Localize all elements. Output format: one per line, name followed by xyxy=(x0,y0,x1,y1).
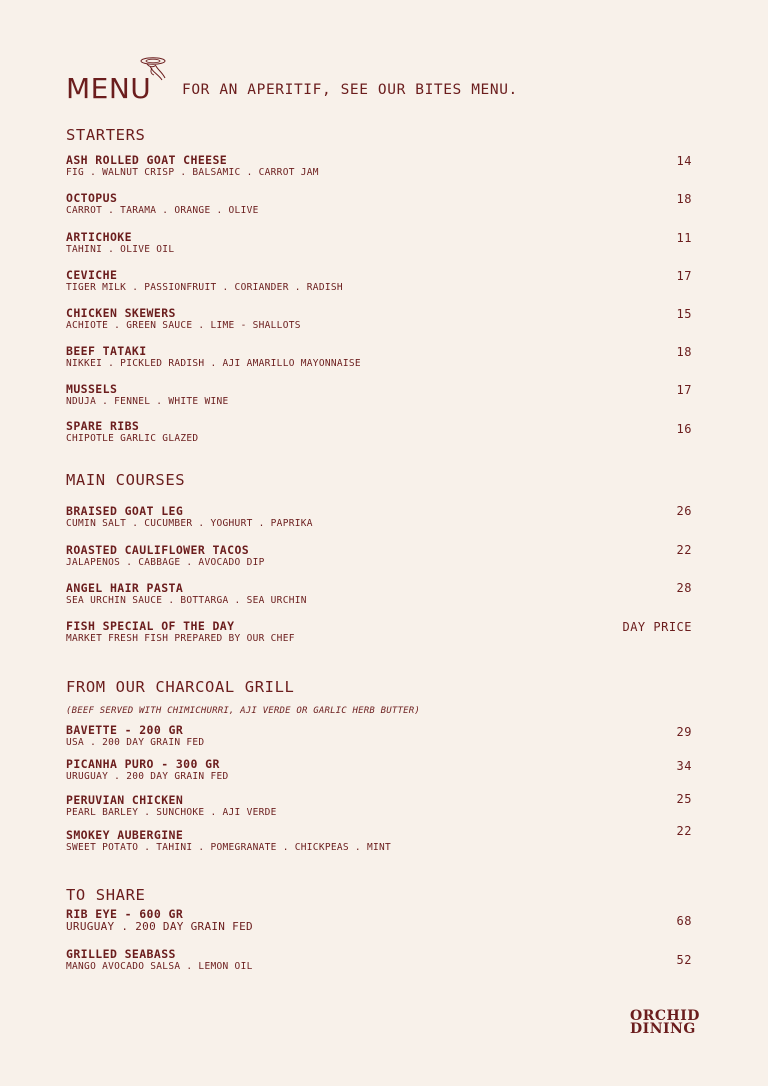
item-name: ROASTED CAULIFLOWER TACOS xyxy=(66,543,250,557)
item-price: 14 xyxy=(676,154,692,168)
section-title: STARTERS xyxy=(66,126,146,144)
item-name: OCTOPUS xyxy=(66,191,118,205)
item-name: MUSSELS xyxy=(66,382,118,396)
item-description: USA . 200 DAY GRAIN FED xyxy=(66,737,205,748)
item-price: 22 xyxy=(676,824,692,838)
item-description: TIGER MILK . PASSIONFRUIT . CORIANDER . RADISH xyxy=(66,282,343,293)
item-description: MANGO AVOCADO SALSA . LEMON OIL xyxy=(66,961,253,972)
item-description: CUMIN SALT . CUCUMBER . YOGHURT . PAPRIKA xyxy=(66,518,313,529)
section-charcoal-grill xyxy=(66,678,692,853)
item-price: 29 xyxy=(676,725,692,739)
item-price: 25 xyxy=(676,792,692,806)
item-description: TAHINI . OLIVE OIL xyxy=(66,244,175,255)
item-price: 22 xyxy=(676,543,692,557)
item-price: 26 xyxy=(676,504,692,518)
item-description: NIKKEI . PICKLED RADISH . AJI AMARILLO MAYONNAISE xyxy=(66,358,361,369)
item-description: NDUJA . FENNEL . WHITE WINE xyxy=(66,396,229,407)
menu-item xyxy=(66,794,692,819)
menu-item xyxy=(66,824,692,854)
orchid-hand-icon xyxy=(138,56,170,84)
brand-line: ORCHID xyxy=(630,1008,700,1024)
item-name: SPARE RIBS xyxy=(66,419,140,433)
menu-item xyxy=(66,231,692,256)
menu-header xyxy=(66,58,706,108)
menu-item xyxy=(66,620,692,645)
item-price: 34 xyxy=(676,759,692,773)
item-price: 28 xyxy=(676,581,692,595)
item-price: 15 xyxy=(676,307,692,321)
item-name: BAVETTE - 200 GR xyxy=(66,723,184,737)
section-title: MAIN COURSES xyxy=(66,471,186,489)
section-title: TO SHARE xyxy=(66,886,146,904)
menu-item xyxy=(66,908,692,933)
item-description: CHIPOTLE GARLIC GLAZED xyxy=(66,433,199,444)
item-name: ARTICHOKE xyxy=(66,230,132,244)
menu-item xyxy=(66,758,692,783)
menu-item xyxy=(66,505,692,530)
item-name: CEVICHE xyxy=(66,268,118,282)
menu-item xyxy=(66,948,692,973)
menu-item xyxy=(66,307,692,332)
menu-item xyxy=(66,345,692,370)
item-price: DAY PRICE xyxy=(622,620,692,634)
section-note: (BEEF SERVED WITH CHIMICHURRI, AJI VERDE OR GARLIC HERB BUTTER) xyxy=(66,706,420,716)
item-price: 68 xyxy=(676,914,692,928)
item-name: ASH ROLLED GOAT CHEESE xyxy=(66,153,228,167)
page-title: MENU xyxy=(66,72,152,105)
section-to-share xyxy=(66,886,692,972)
item-description: JALAPENOS . CABBAGE . AVOCADO DIP xyxy=(66,557,265,568)
menu-item xyxy=(66,383,692,408)
item-description: FIG . WALNUT CRISP . BALSAMIC . CARROT JAM xyxy=(66,167,319,178)
item-price: 52 xyxy=(676,953,692,967)
item-description: SEA URCHIN SAUCE . BOTTARGA . SEA URCHIN xyxy=(66,595,307,606)
brand-line: DINING xyxy=(630,1021,696,1037)
item-name: BEEF TATAKI xyxy=(66,344,147,358)
item-name: BRAISED GOAT LEG xyxy=(66,504,184,518)
item-description: PEARL BARLEY . SUNCHOKE . AJI VERDE xyxy=(66,807,277,818)
item-description: URUGUAY . 200 DAY GRAIN FED xyxy=(66,920,253,933)
item-name: ANGEL HAIR PASTA xyxy=(66,581,184,595)
item-name: RIB EYE - 600 GR xyxy=(66,907,184,921)
item-description: MARKET FRESH FISH PREPARED BY OUR CHEF xyxy=(66,633,295,644)
item-description: SWEET POTATO . TAHINI . POMEGRANATE . CHICKPEAS . MINT xyxy=(66,842,392,853)
item-description: ACHIOTE . GREEN SAUCE . LIME - SHALLOTS xyxy=(66,320,301,331)
menu-item xyxy=(66,192,692,217)
item-description: URUGUAY . 200 DAY GRAIN FED xyxy=(66,771,229,782)
section-main-courses xyxy=(66,471,692,644)
item-name: GRILLED SEABASS xyxy=(66,947,176,961)
item-price: 17 xyxy=(676,269,692,283)
item-name: PERUVIAN CHICKEN xyxy=(66,793,184,807)
menu-item xyxy=(66,420,692,445)
brand-logo xyxy=(630,1008,700,1037)
item-name: FISH SPECIAL OF THE DAY xyxy=(66,619,235,633)
section-starters xyxy=(66,126,692,444)
menu-item xyxy=(66,269,692,294)
menu-item xyxy=(66,544,692,569)
item-price: 18 xyxy=(676,192,692,206)
item-price: 17 xyxy=(676,383,692,397)
menu-item xyxy=(66,154,692,179)
item-price: 16 xyxy=(676,422,692,436)
item-name: PICANHA PURO - 300 GR xyxy=(66,757,220,771)
item-price: 11 xyxy=(676,231,692,245)
section-title: FROM OUR CHARCOAL GRILL xyxy=(66,678,295,696)
header-tagline: FOR AN APERITIF, SEE OUR BITES MENU. xyxy=(182,82,518,98)
menu-item xyxy=(66,582,692,607)
item-name: SMOKEY AUBERGINE xyxy=(66,828,184,842)
item-price: 18 xyxy=(676,345,692,359)
item-description: CARROT . TARAMA . ORANGE . OLIVE xyxy=(66,205,259,216)
menu-item xyxy=(66,724,692,749)
item-name: CHICKEN SKEWERS xyxy=(66,306,176,320)
